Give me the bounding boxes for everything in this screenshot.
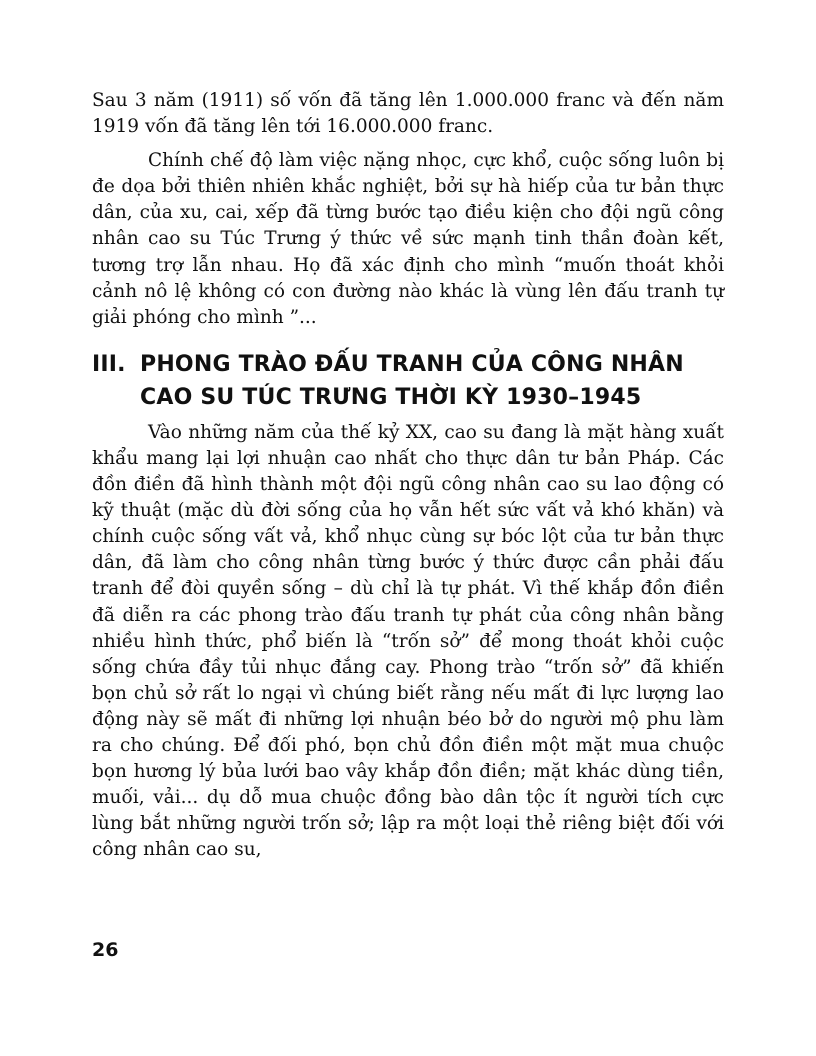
page-number: 26 (92, 939, 119, 961)
paragraph-capital-growth: Sau 3 năm (1911) số vốn đã tăng lên 1.000.000 franc và đến năm 1919 vốn đã tăng lên tới 16.000.000 franc. (92, 90, 724, 138)
section-title-line-1: PHONG TRÀO ĐẤU TRANH CỦA CÔNG NHÂN (140, 351, 684, 377)
section-title (140, 348, 724, 414)
paragraph-struggle-movement: Vào những năm của thế kỷ XX, cao su đang là mặt hàng xuất khẩu mang lại lợi nhuận cao nhất cho thực dân tư bản Pháp. Các đồn điền đã hình thành một đội ngũ công nhân cao su lao động có kỹ thuật (mặc dù đời sống của họ vẫn hết sức vất vả khó khăn) và chính cuộc sống vất vả, khổ nhục cùng sự bóc lột của tư bản thực dân, đã làm cho công nhân từng bước ý thức được cần phải đấu tranh để đòi quyền sống – dù chỉ là tự phát. Vì thế khắp đồn điền đã diễn ra các phong trào đấu tranh tự phát của công nhân bằng nhiều hình thức, phổ biến là “trốn sở” để mong thoát khỏi cuộc sống chứa đầy tủi nhục đắng cay. Phong trào “trốn sở” đã khiến bọn chủ sở rất lo ngại vì chúng biết rằng nếu mất đi lực lượng lao động này sẽ mất đi những lợi nhuận béo bở do người mộ phu làm ra cho chúng. Để đối phó, bọn chủ đồn điền một mặt mua chuộc bọn hương lý bủa lưới bao vây khắp đồn điền; mặt khác dùng tiền, muối, vải... dụ dỗ mua chuộc đồng bào dân tộc ít người tích cực lùng bắt những người trốn sở; lập ra một loại thẻ riêng biệt đối với công nhân cao su, (92, 421, 724, 861)
page-content (92, 88, 724, 863)
section-heading (92, 348, 724, 414)
section-number: III. (92, 351, 126, 377)
paragraph-worker-solidarity: Chính chế độ làm việc nặng nhọc, cực khổ, cuộc sống luôn bị đe dọa bởi thiên nhiên khắc nghiệt, bởi sự hà hiếp của tư bản thực dân, của xu, cai, xếp đã từng bước tạo điều kiện cho đội ngũ công nhân cao su Túc Trưng ý thức về sức mạnh tinh thần đoàn kết, tương trợ lẫn nhau. Họ đã xác định cho mình “muốn thoát khỏi cảnh nô lệ không có con đường nào khác là vùng lên đấu tranh tự giải phóng cho mình ”... (92, 150, 724, 328)
section-title-line-2: CAO SU TÚC TRƯNG THỜI KỲ 1930–1945 (140, 384, 642, 410)
